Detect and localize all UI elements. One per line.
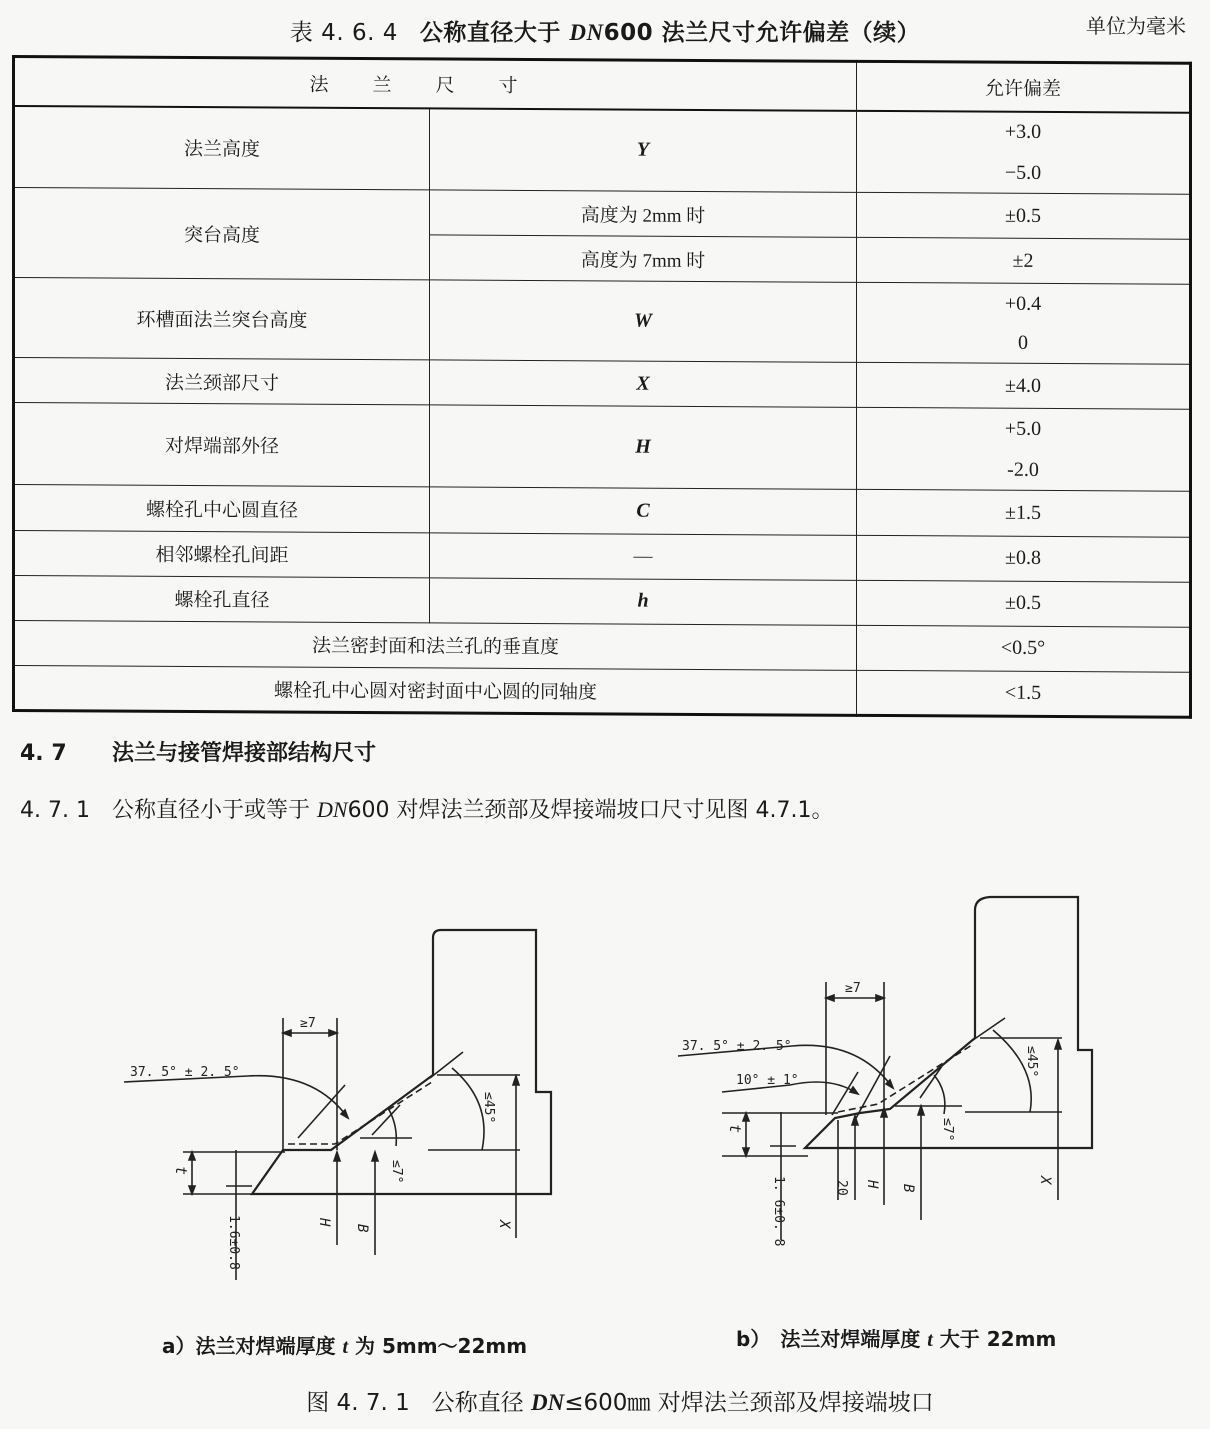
clause-text bbox=[20, 793, 834, 824]
t-label-a: t bbox=[172, 1166, 190, 1176]
row-tolerance: ±0.5 bbox=[857, 580, 1191, 627]
diagram-b bbox=[678, 897, 1092, 1246]
angle2-label-b: 10° ± 1° bbox=[736, 1073, 799, 1088]
row-name: 法兰高度 bbox=[14, 106, 430, 190]
row-name: 法兰密封面和法兰孔的垂直度 bbox=[14, 620, 857, 670]
tolerance-upper: +0.4 bbox=[1004, 292, 1042, 315]
root-label-b: 1. 6±0. 8 bbox=[771, 1176, 786, 1247]
row-name: 环槽面法兰突台高度 bbox=[14, 278, 430, 360]
table-title-dn: DN bbox=[569, 20, 604, 45]
H-label-a: H bbox=[316, 1218, 332, 1227]
row-tolerance: <1.5 bbox=[857, 670, 1191, 717]
row-symbol: C bbox=[430, 487, 857, 535]
table-row bbox=[14, 620, 1191, 672]
table-row bbox=[14, 665, 1191, 717]
row-symbol: h bbox=[430, 578, 857, 626]
figure-title-dn: DN bbox=[531, 1390, 565, 1415]
row-tolerance: ±0.5 bbox=[857, 193, 1191, 240]
table-header-row bbox=[14, 57, 1191, 113]
max7-label-a: ≤7° bbox=[389, 1160, 404, 1184]
row-tolerance: ±1.5 bbox=[857, 490, 1191, 537]
subcaption-a-post: 为 5mm～22mm bbox=[348, 1334, 528, 1358]
figure-title-pre: 公称直径 bbox=[431, 1390, 532, 1416]
row-symbol: — bbox=[430, 532, 857, 580]
min-length-label-b: ≥7 bbox=[845, 981, 861, 996]
row-symbol: X bbox=[430, 360, 857, 408]
row-tolerance: <0.5° bbox=[857, 625, 1191, 672]
figure-number: 图 4. 7. 1 bbox=[306, 1390, 410, 1416]
row-symbol: H bbox=[430, 405, 857, 489]
tolerance-upper: +3.0 bbox=[1004, 121, 1042, 144]
row-condition: 高度为 2mm 时 bbox=[430, 190, 857, 238]
table-row bbox=[14, 530, 1191, 582]
flange-outline-a bbox=[252, 930, 551, 1194]
subcaption-b-pre: b） 法兰对焊端厚度 bbox=[736, 1327, 928, 1351]
row-name: 突台高度 bbox=[14, 188, 430, 281]
subcaption-a-pre: a）法兰对焊端厚度 bbox=[162, 1334, 343, 1358]
angle-label-a: 37. 5° ± 2. 5° bbox=[130, 1065, 240, 1080]
tolerance-lower: -2.0 bbox=[1007, 458, 1039, 481]
clause-dn: DN bbox=[317, 797, 348, 822]
section-heading bbox=[20, 736, 376, 767]
row-tolerance bbox=[857, 408, 1191, 492]
table-row bbox=[14, 403, 1191, 492]
figure-caption bbox=[0, 1384, 1210, 1417]
max45-label-b: ≤45° bbox=[1024, 1046, 1039, 1078]
clause-text-pre: 公称直径小于或等于 bbox=[112, 798, 317, 823]
angle-label-b: 37. 5° ± 2. 5° bbox=[682, 1039, 792, 1054]
table-row bbox=[14, 358, 1191, 410]
row-tolerance: ±0.8 bbox=[857, 535, 1191, 582]
root-label-a: 1.6±0.8 bbox=[226, 1215, 241, 1270]
B-label-a: B bbox=[354, 1224, 370, 1233]
tolerance-table bbox=[12, 55, 1192, 719]
subcaption-b bbox=[736, 1323, 1056, 1352]
row-symbol: Y bbox=[430, 108, 857, 192]
row-name: 对焊端部外径 bbox=[14, 403, 430, 487]
H-label-b: H bbox=[864, 1180, 880, 1189]
t-label-b: t bbox=[726, 1124, 744, 1134]
min-length-label-a: ≥7 bbox=[300, 1016, 316, 1031]
row-tolerance bbox=[857, 283, 1191, 365]
subcaption-b-t: t bbox=[927, 1329, 933, 1351]
header-dimension: 法兰尺寸 bbox=[14, 57, 857, 111]
table-row bbox=[14, 278, 1191, 365]
unit-note: 单位为毫米 bbox=[1086, 14, 1186, 38]
diagram-a bbox=[124, 930, 551, 1280]
X-label-b: X bbox=[1037, 1176, 1053, 1185]
twenty-label-b: 20 bbox=[834, 1180, 849, 1196]
table-row bbox=[14, 188, 1191, 240]
subcaption-a bbox=[162, 1330, 527, 1359]
table-number: 表 4. 6. 4 bbox=[289, 20, 398, 46]
max45-label-a: ≤45° bbox=[481, 1092, 496, 1124]
B-label-b: B bbox=[900, 1184, 916, 1193]
header-tolerance: 允许偏差 bbox=[857, 61, 1191, 112]
row-tolerance: ±4.0 bbox=[857, 363, 1191, 410]
row-name: 相邻螺栓孔间距 bbox=[14, 530, 430, 577]
tolerance-lower: −5.0 bbox=[1004, 161, 1042, 184]
row-condition: 高度为 7mm 时 bbox=[430, 235, 857, 283]
table-title-post: 600 法兰尺寸允许偏差（续） bbox=[603, 20, 921, 46]
clause-text-post: 600 对焊法兰颈部及焊接端坡口尺寸见图 4.7.1。 bbox=[347, 798, 834, 823]
row-name: 螺栓孔直径 bbox=[14, 575, 430, 622]
table-row bbox=[14, 575, 1191, 627]
table-title-pre: 公称直径大于 bbox=[419, 20, 570, 46]
X-label-a: X bbox=[496, 1220, 512, 1229]
table-row bbox=[14, 106, 1191, 195]
bevel-dashed-b bbox=[838, 1045, 972, 1112]
section-number: 4. 7 bbox=[20, 741, 67, 766]
figure-title-post: ≤600㎜ 对焊法兰颈部及焊接端坡口 bbox=[564, 1390, 934, 1416]
tolerance-lower: 0 bbox=[1018, 331, 1028, 354]
table-caption bbox=[0, 14, 1210, 47]
subcaption-a-t: t bbox=[342, 1336, 349, 1358]
row-name: 法兰颈部尺寸 bbox=[14, 358, 430, 405]
row-symbol: W bbox=[430, 280, 857, 362]
table-row bbox=[14, 485, 1191, 537]
row-tolerance bbox=[857, 111, 1191, 195]
clause-number: 4. 7. 1 bbox=[20, 798, 90, 823]
row-name: 螺栓孔中心圆对密封面中心圆的同轴度 bbox=[14, 665, 857, 715]
section-title: 法兰与接管焊接部结构尺寸 bbox=[112, 741, 377, 766]
tolerance-upper: +5.0 bbox=[1004, 417, 1042, 441]
flange-outline-b bbox=[805, 897, 1092, 1148]
row-name: 螺栓孔中心圆直径 bbox=[14, 485, 430, 532]
row-tolerance: ±2 bbox=[857, 238, 1191, 285]
subcaption-b-post: 大于 22mm bbox=[932, 1327, 1057, 1351]
max7-label-b: ≤7° bbox=[940, 1118, 955, 1142]
weld-bevel-figure bbox=[0, 880, 1210, 1300]
